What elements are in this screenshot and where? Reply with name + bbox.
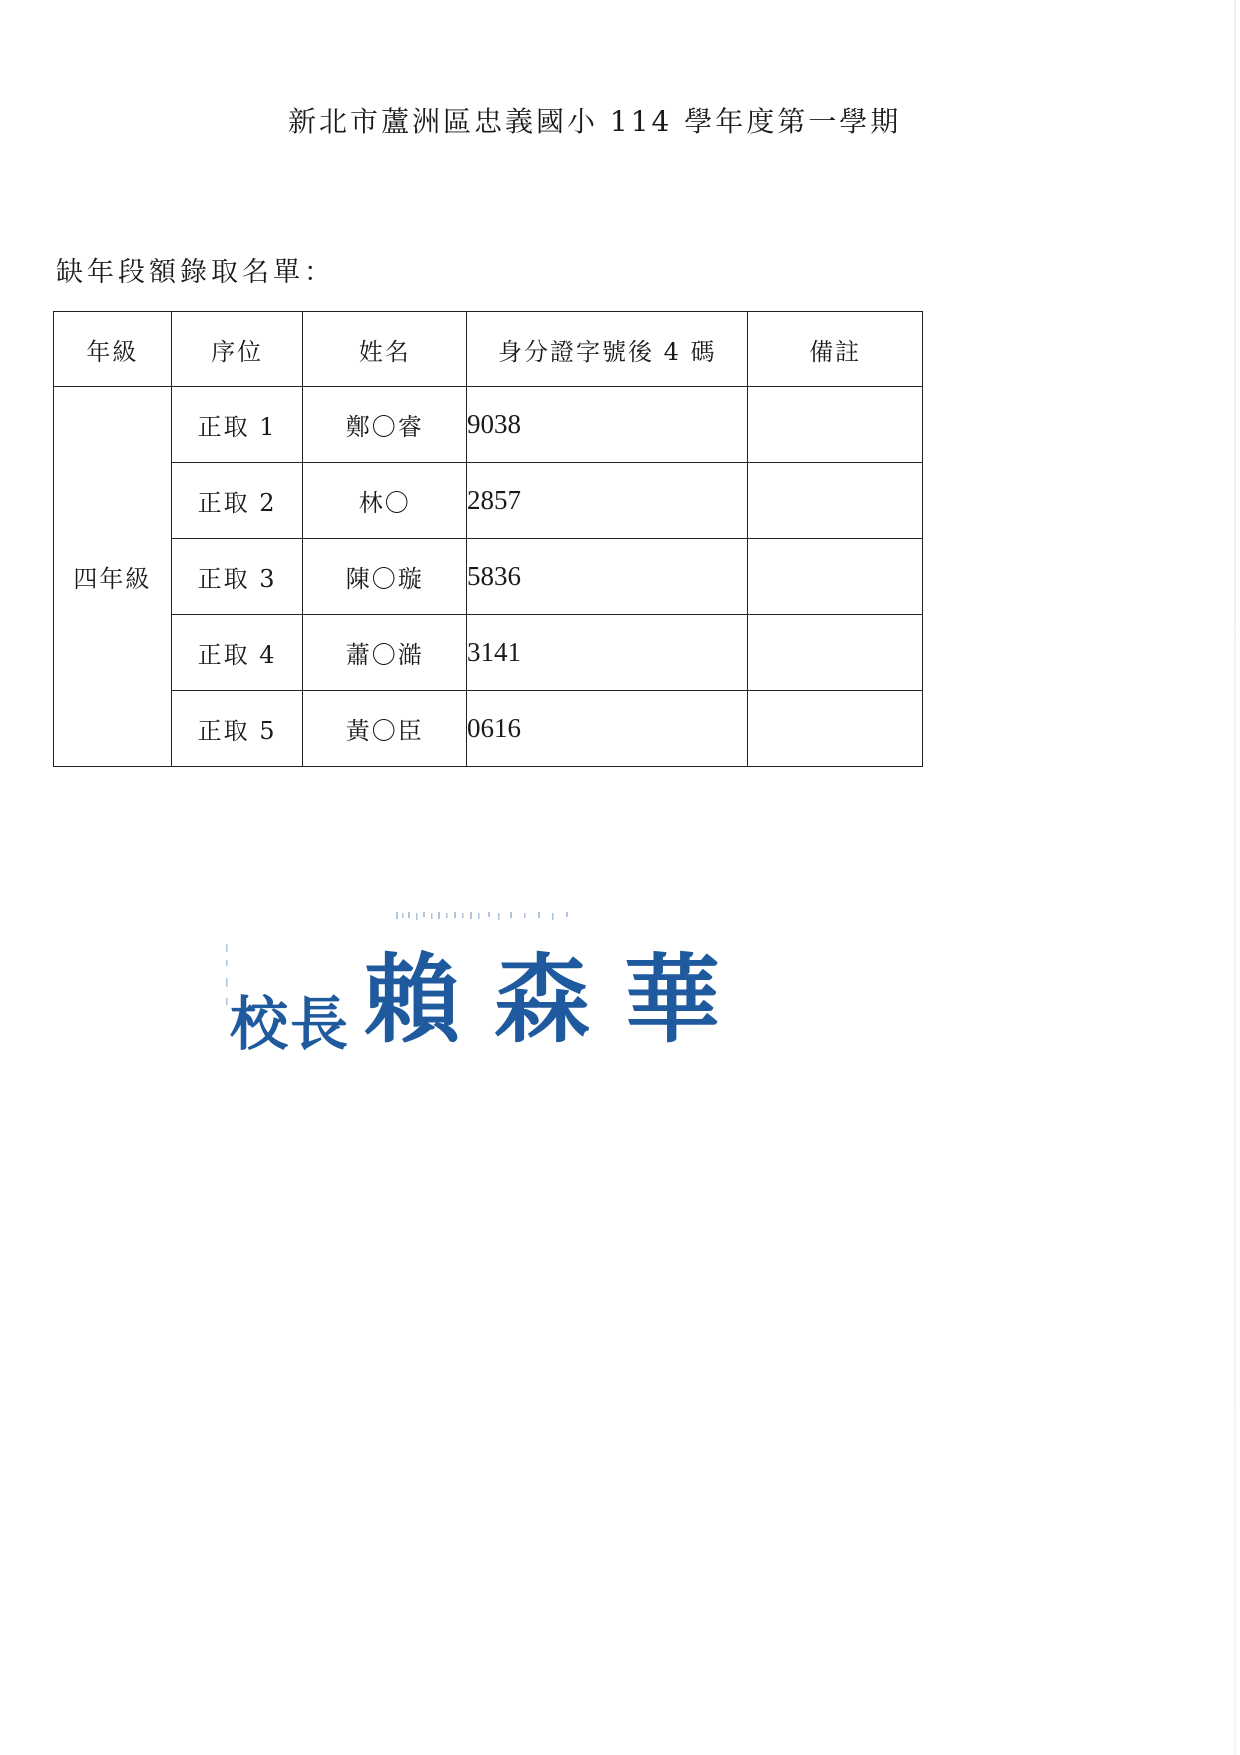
- header-id-last4: 身分證字號後 4 碼: [467, 312, 748, 387]
- header-note: 備註: [748, 312, 923, 387]
- scan-edge: [1234, 0, 1236, 1755]
- stamp-name: 賴森華: [364, 943, 755, 1056]
- id-last4-cell: 0616: [467, 691, 748, 767]
- list-subtitle: 缺年段額錄取名單：: [56, 257, 335, 288]
- table-row: [54, 539, 923, 615]
- note-cell: [748, 615, 923, 691]
- rank-cell: 正取 3: [171, 539, 303, 615]
- name-cell: 鄭〇睿: [303, 387, 467, 463]
- note-cell: [748, 463, 923, 539]
- id-last4-cell: 3141: [467, 615, 748, 691]
- rank-cell: 正取 1: [171, 387, 303, 463]
- header-name: 姓名: [303, 312, 467, 387]
- name-cell: 黃〇臣: [303, 691, 467, 767]
- note-cell: [748, 387, 923, 463]
- grade-cell: 四年級: [54, 387, 172, 767]
- name-cell: 蕭〇澔: [303, 615, 467, 691]
- header-rank: 序位: [171, 312, 303, 387]
- id-last4-cell: 9038: [467, 387, 748, 463]
- rank-cell: 正取 2: [171, 463, 303, 539]
- name-cell: 林〇: [303, 463, 467, 539]
- rank-cell: 正取 5: [171, 691, 303, 767]
- header-grade: 年級: [54, 312, 172, 387]
- admission-table: [53, 311, 923, 767]
- page-title: 新北市蘆洲區忠義國小 114 學年度第一學期: [288, 105, 902, 138]
- id-last4-cell: 2857: [467, 463, 748, 539]
- rank-cell: 正取 4: [171, 615, 303, 691]
- principal-stamp: [226, 912, 786, 1060]
- table-header-row: [54, 312, 923, 387]
- stamp-title: 校長: [230, 990, 351, 1058]
- note-cell: [748, 691, 923, 767]
- stamp-text: [230, 924, 754, 1061]
- table-row: [54, 691, 923, 767]
- name-cell: 陳〇璇: [303, 539, 467, 615]
- note-cell: [748, 539, 923, 615]
- table-row: [54, 463, 923, 539]
- table-row: [54, 387, 923, 463]
- table-row: [54, 615, 923, 691]
- id-last4-cell: 5836: [467, 539, 748, 615]
